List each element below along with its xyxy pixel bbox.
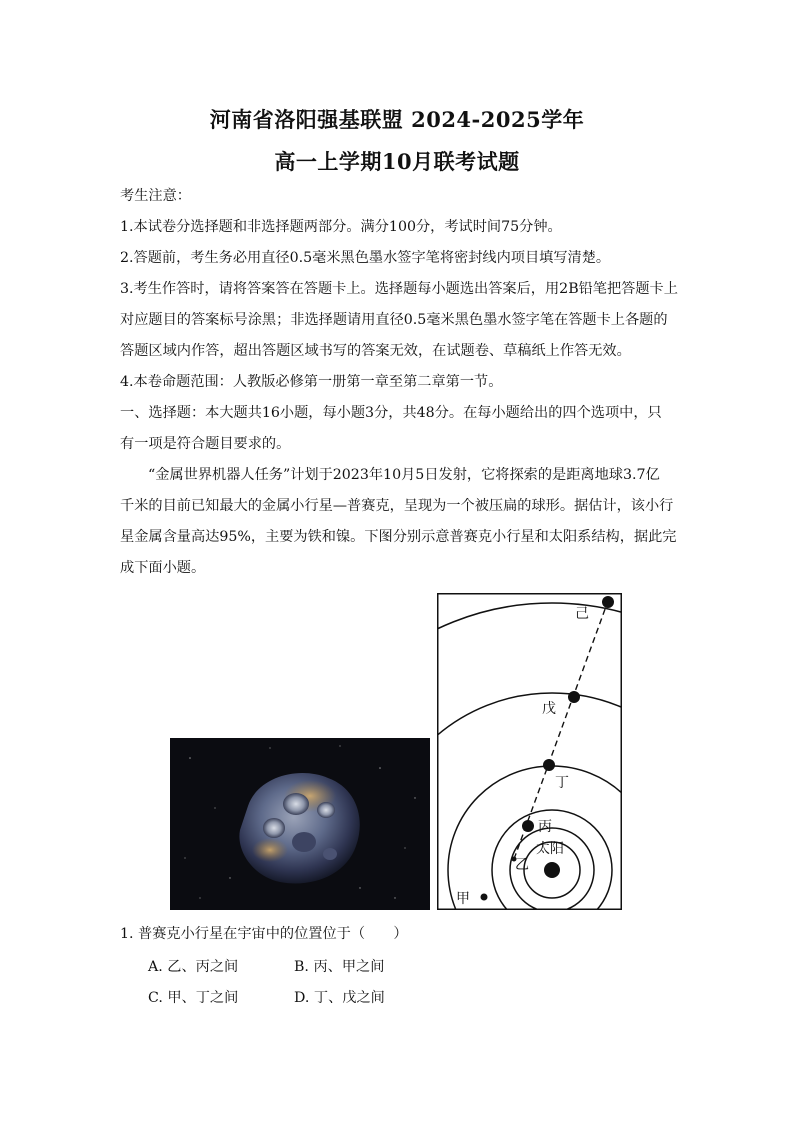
section-heading-line2: 有一项是符合题目要求的。 — [120, 436, 291, 452]
solar-system-diagram — [437, 593, 622, 910]
solar-system-svg — [437, 593, 622, 910]
question1-option-b: B. 丙、甲之间 — [294, 959, 385, 975]
notice-item-3-line2: 对应题目的答案标号涂黑；非选择题请用直径0.5毫米黑色墨水签字笔在答题卡上各题的 — [120, 312, 668, 328]
notice-item-1: 1.本试卷分选择题和非选择题两部分。满分100分，考试时间75分钟。 — [120, 219, 562, 235]
notice-item-3-line3: 答题区域内作答，超出答题区域书写的答案无效，在试题卷、草稿纸上作答无效。 — [120, 343, 631, 359]
passage-line2: 千米的目前已知最大的金属小行星—普赛克，呈现为一个被压扁的球形。据估计，该小行 — [120, 498, 674, 514]
planet-jia — [481, 894, 488, 901]
passage-line3: 星金属含量高达95%，主要为铁和镍。下图分别示意普赛克小行星和太阳系结构，据此完 — [120, 529, 677, 545]
page-title-line2: 高一上学期10月联考试题 — [274, 149, 520, 174]
label-yi: 乙 — [515, 857, 529, 873]
label-sun: 太阳 — [536, 841, 564, 857]
planet-bing — [522, 820, 534, 832]
question1-option-d: D. 丁、戊之间 — [294, 990, 385, 1006]
question1-option-a: A. 乙、丙之间 — [148, 959, 239, 975]
label-bing: 丙 — [538, 819, 552, 835]
label-ding: 丁 — [555, 775, 569, 791]
planet-ding — [543, 759, 555, 771]
passage-line4: 成下面小题。 — [120, 560, 206, 576]
notice-heading: 考生注意： — [120, 188, 191, 204]
notice-item-2: 2.答题前，考生务必用直径0.5毫米黑色墨水签字笔将密封线内项目填写清楚。 — [120, 250, 611, 266]
planet-ji — [602, 596, 614, 608]
question1-stem: 1. 普赛克小行星在宇宙中的位置位于（ ） — [120, 926, 408, 942]
label-ji: 己 — [575, 606, 589, 622]
passage-line1: “金属世界机器人任务”计划于2023年10月5日发射，它将探索的是距离地球3.7亿 — [148, 467, 660, 483]
page-title-line1: 河南省洛阳强基联盟 2024-2025学年 — [209, 107, 585, 132]
section-heading-line1: 一、选择题：本大题共16小题，每小题3分，共48分。在每小题给出的四个选项中，只 — [120, 405, 662, 421]
asteroid-image — [170, 738, 430, 910]
planet-wu — [568, 691, 580, 703]
notice-item-4: 4.本卷命题范围：人教版必修第一册第一章至第二章第一节。 — [120, 374, 503, 390]
label-wu: 戊 — [542, 701, 556, 717]
label-jia: 甲 — [456, 891, 470, 907]
sun-dot — [544, 862, 560, 878]
question1-option-c: C. 甲、丁之间 — [148, 990, 239, 1006]
asteroid-photo — [170, 738, 430, 910]
notice-item-3-line1: 3.考生作答时，请将答案答在答题卡上。选择题每小题选出答案后，用2B铅笔把答题卡上 — [120, 281, 678, 297]
